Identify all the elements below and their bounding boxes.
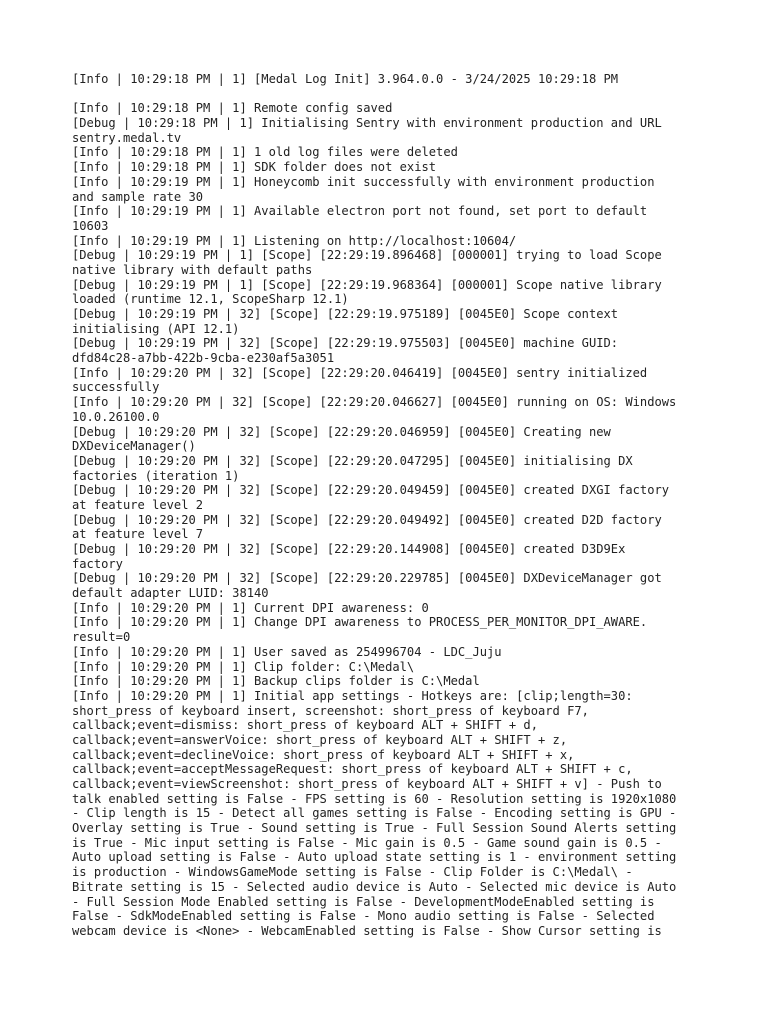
log-line: DXDeviceManager() <box>72 439 196 454</box>
log-line <box>72 87 712 102</box>
log-line: callback;event=declineVoice: short_press of keyboard ALT + SHIFT + x, <box>72 747 575 762</box>
log-line: and sample rate 30 <box>72 189 204 204</box>
log-line: False - SdkModeEnabled setting is False - Mono audio setting is False - Selected <box>72 909 655 924</box>
log-line: [Debug | 10:29:20 PM | 32] [Scope] [22:29:20.144908] [0045E0] created D3D9Ex <box>72 542 626 556</box>
log-line: loaded (runtime 12.1, ScopeSharp 12.1) <box>72 292 349 307</box>
log-line: Bitrate setting is 15 - Selected audio device is Auto - Selected mic device is Auto <box>72 879 677 894</box>
log-line: [Info | 10:29:20 PM | 1] Change DPI awareness to PROCESS_PER_MONITOR_DPI_AWARE. <box>72 615 648 630</box>
log-document <box>72 72 712 939</box>
log-line: callback;event=acceptMessageRequest: short_press of keyboard ALT + SHIFT + c, <box>72 762 633 777</box>
log-line: [Info | 10:29:18 PM | 1] [Medal Log Init] 3.964.0.0 - 3/24/2025 10:29:18 PM <box>72 72 619 86</box>
log-line: at feature level 2 <box>72 497 204 512</box>
log-line: is True - Mic input setting is False - Mic gain is 0.5 - Game sound gain is 0.5 - <box>72 835 662 850</box>
log-line: 10603 <box>72 218 109 233</box>
log-line: 10.0.26100.0 <box>72 409 160 424</box>
log-line: [Info | 10:29:19 PM | 1] Honeycomb init successfully with environment production <box>72 174 655 189</box>
log-line: native library with default paths <box>72 262 313 277</box>
log-line: at feature level 7 <box>72 527 204 542</box>
log-line: [Debug | 10:29:20 PM | 32] [Scope] [22:29:20.047295] [0045E0] initialising DX <box>72 453 633 468</box>
log-line: factory <box>72 556 123 571</box>
log-line: - Full Session Mode Enabled setting is False - DevelopmentModeEnabled setting is <box>72 894 655 909</box>
log-line: [Info | 10:29:18 PM | 1] Remote config saved <box>72 101 393 116</box>
log-line: [Info | 10:29:20 PM | 1] Current DPI awareness: 0 <box>72 600 429 615</box>
log-line: dfd84c28-a7bb-422b-9cba-e230af5a3051 <box>72 351 335 366</box>
log-line: [Debug | 10:29:19 PM | 1] [Scope] [22:29:19.896468] [000001] trying to load Scope <box>72 248 662 263</box>
log-line: [Info | 10:29:19 PM | 1] Available electron port not found, set port to default <box>72 204 648 219</box>
log-line: [Info | 10:29:19 PM | 1] Listening on http://localhost:10604/ <box>72 233 517 248</box>
log-line: [Info | 10:29:20 PM | 1] Initial app settings - Hotkeys are: [clip;length=30: <box>72 688 633 703</box>
log-line: sentry.medal.tv <box>72 130 182 145</box>
log-line: [Info | 10:29:20 PM | 1] User saved as 254996704 - LDC_Juju <box>72 644 502 659</box>
log-line: [Debug | 10:29:19 PM | 1] [Scope] [22:29:19.968364] [000001] Scope native library <box>72 277 662 292</box>
log-line: [Debug | 10:29:20 PM | 32] [Scope] [22:29:20.049459] [0045E0] created DXGI factory <box>72 483 670 498</box>
log-line: [Info | 10:29:18 PM | 1] 1 old log files were deleted <box>72 145 458 160</box>
log-line: successfully <box>72 380 160 395</box>
log-line: webcam device is <None> - WebcamEnabled setting is False - Show Cursor setting is <box>72 923 662 938</box>
log-line: [Info | 10:29:20 PM | 1] Backup clips folder is C:\Medal <box>72 674 480 689</box>
log-line: [Info | 10:29:20 PM | 32] [Scope] [22:29:20.046419] [0045E0] sentry initialized <box>72 365 648 380</box>
log-line: callback;event=dismiss: short_press of keyboard ALT + SHIFT + d, <box>72 718 538 733</box>
log-line: factories (iteration 1) <box>72 468 240 483</box>
log-line: [Info | 10:29:20 PM | 32] [Scope] [22:29:20.046627] [0045E0] running on OS: Windows <box>72 395 677 410</box>
log-line: result=0 <box>72 630 131 645</box>
log-line: Auto upload setting is False - Auto upload state setting is 1 - environment setting <box>72 850 677 865</box>
log-line: initialising (API 12.1) <box>72 321 240 336</box>
log-line: [Debug | 10:29:20 PM | 32] [Scope] [22:29:20.046959] [0045E0] Creating new <box>72 424 611 439</box>
log-line: [Debug | 10:29:18 PM | 1] Initialising Sentry with environment production and URL <box>72 116 662 131</box>
log-line: callback;event=viewScreenshot: short_press of keyboard ALT + SHIFT + v] - Push to <box>72 777 662 791</box>
log-line: - Clip length is 15 - Detect all games setting is False - Encoding setting is GPU - <box>72 806 677 821</box>
log-line: short_press of keyboard insert, screenshot: short_press of keyboard F7, <box>72 703 589 718</box>
log-line: [Debug | 10:29:19 PM | 32] [Scope] [22:29:19.975189] [0045E0] Scope context <box>72 307 619 321</box>
log-line: talk enabled setting is False - FPS setting is 60 - Resolution setting is 1920x1080 <box>72 791 677 806</box>
log-line: [Info | 10:29:18 PM | 1] SDK folder does not exist <box>72 160 437 175</box>
log-line: [Info | 10:29:20 PM | 1] Clip folder: C:\Medal\ <box>72 659 415 674</box>
log-line: is production - WindowsGameMode setting is False - Clip Folder is C:\Medal\ - <box>72 865 633 880</box>
log-line: default adapter LUID: 38140 <box>72 586 269 601</box>
log-line: [Debug | 10:29:19 PM | 32] [Scope] [22:29:19.975503] [0045E0] machine GUID: <box>72 336 619 351</box>
log-line: Overlay setting is True - Sound setting is True - Full Session Sound Alerts setting <box>72 821 677 836</box>
log-line: callback;event=answerVoice: short_press of keyboard ALT + SHIFT + z, <box>72 732 568 747</box>
log-line: [Debug | 10:29:20 PM | 32] [Scope] [22:29:20.229785] [0045E0] DXDeviceManager got <box>72 571 662 586</box>
log-line: [Debug | 10:29:20 PM | 32] [Scope] [22:29:20.049492] [0045E0] created D2D factory <box>72 512 662 527</box>
